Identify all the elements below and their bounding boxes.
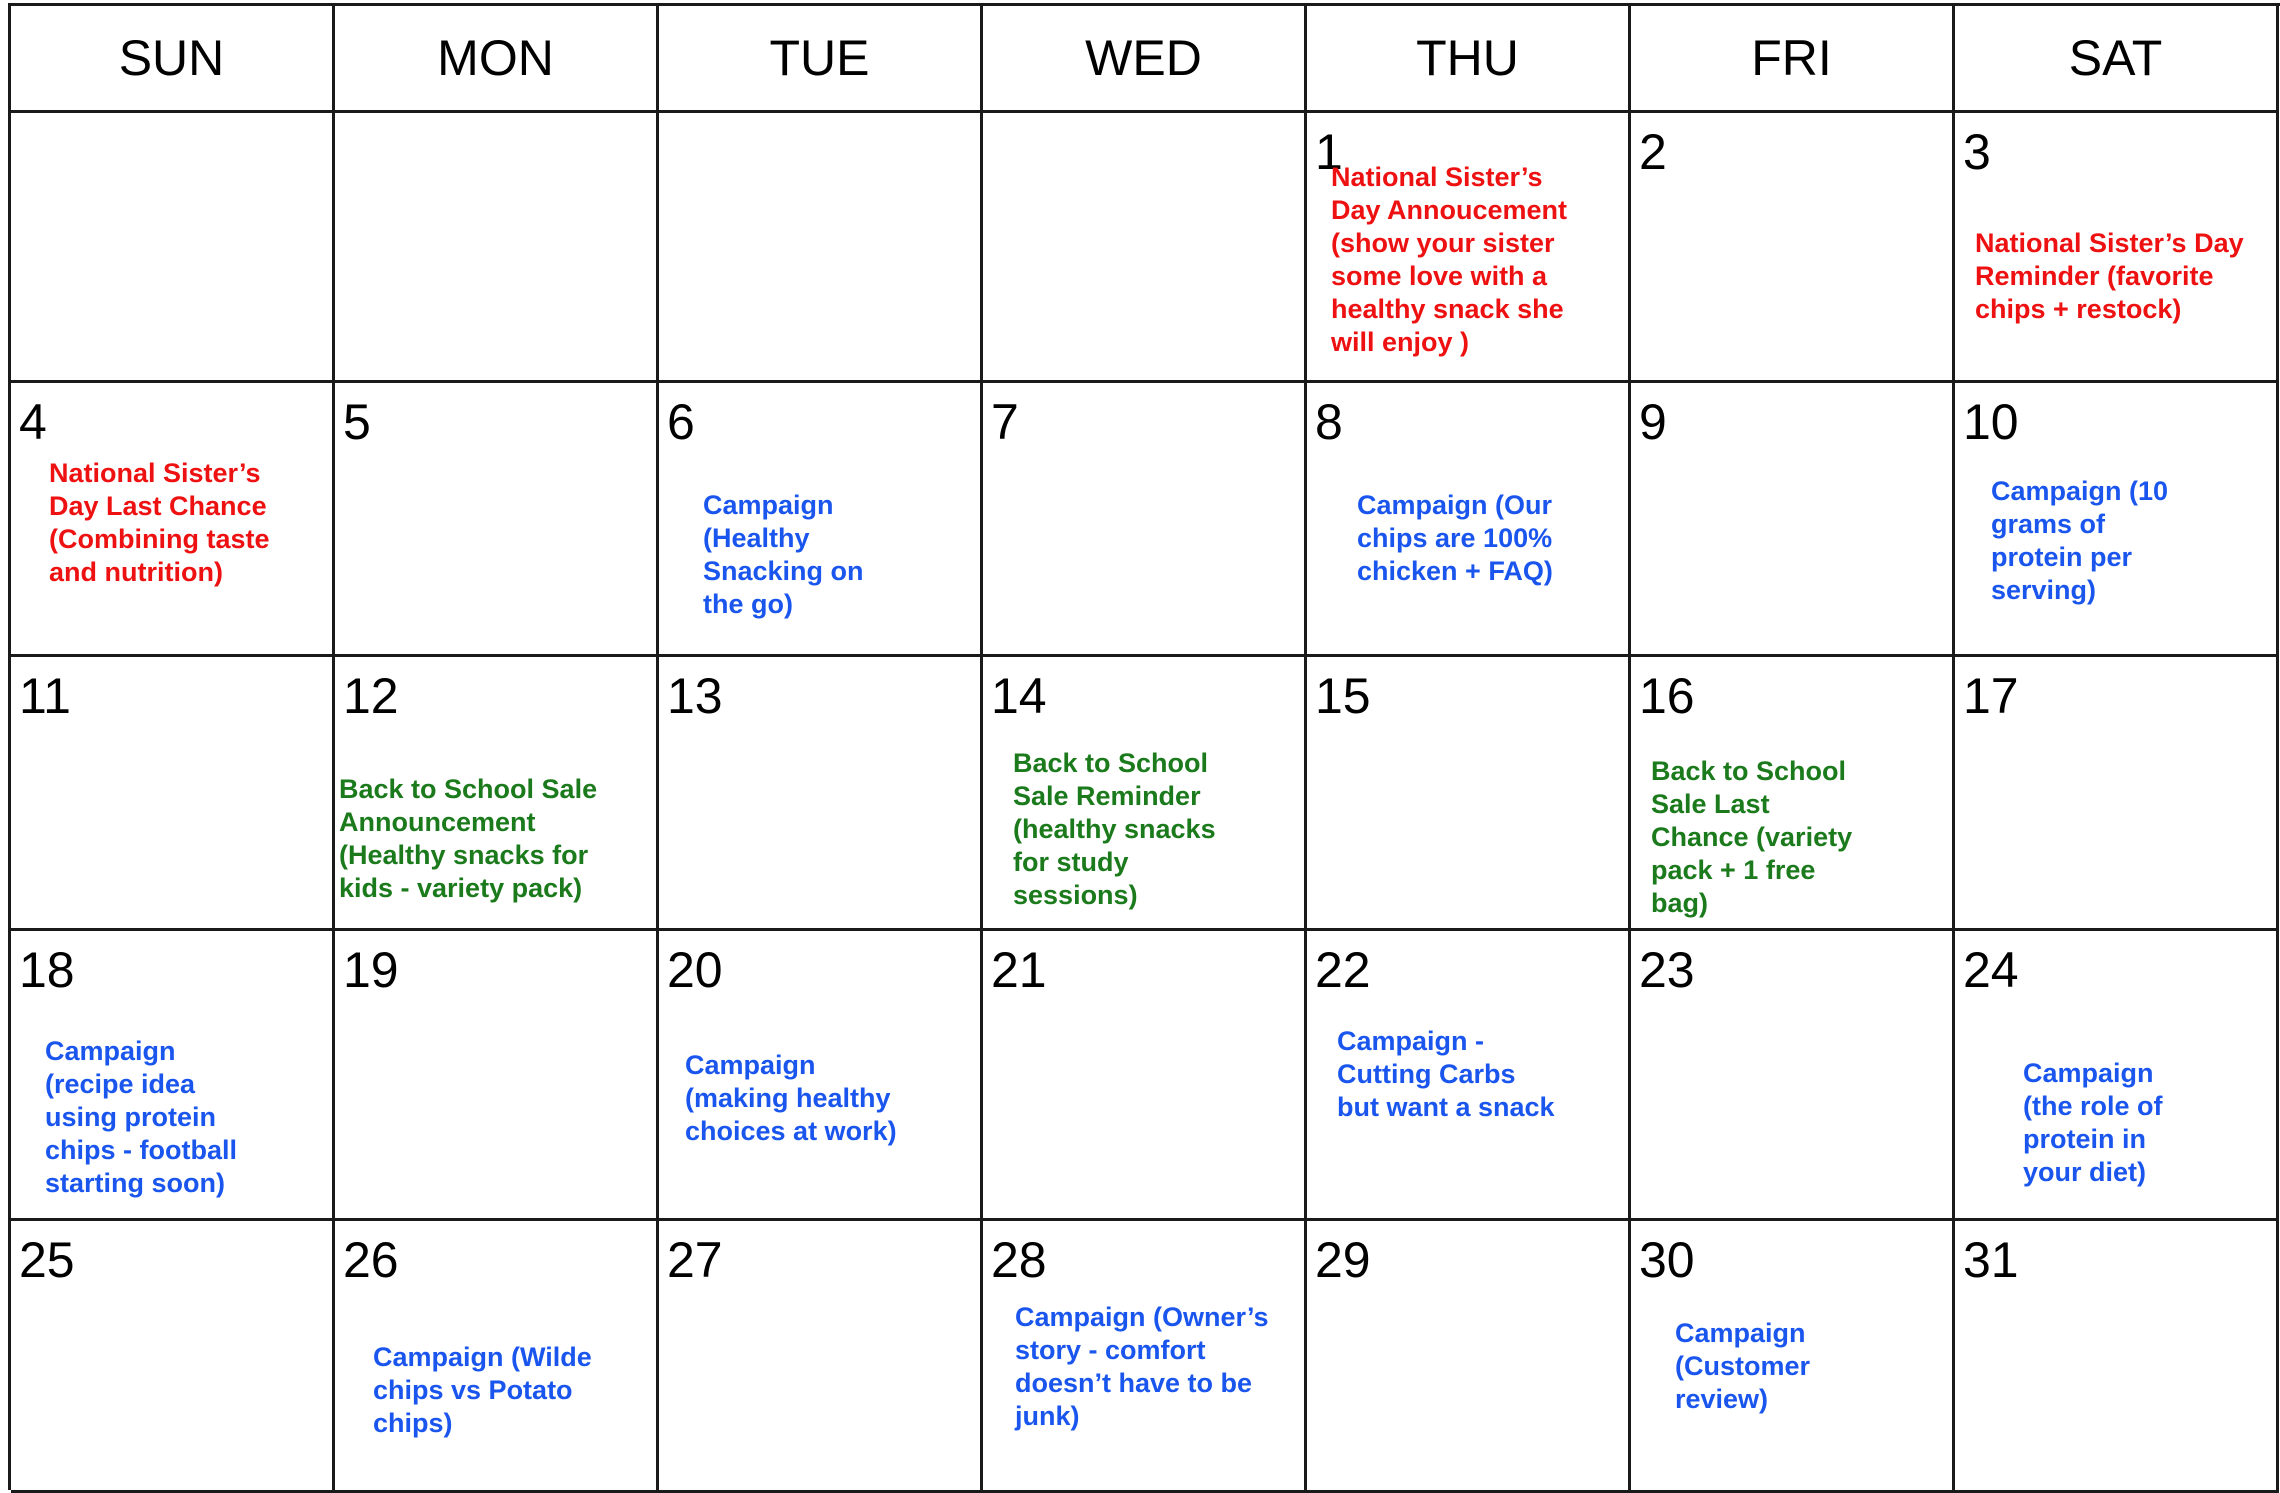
day-cell-20[interactable] [659, 931, 983, 1221]
day-cell-7[interactable] [983, 383, 1307, 657]
day-number: 13 [667, 668, 723, 724]
day-number: 5 [343, 394, 371, 450]
day-cell-17[interactable] [1955, 657, 2279, 931]
day-number: 9 [1639, 394, 1667, 450]
day-number: 30 [1639, 1232, 1695, 1288]
day-number: 24 [1963, 942, 2019, 998]
day-cell-16[interactable] [1631, 657, 1955, 931]
event-note: Campaign (recipe idea using protein chips - football starting soon) [45, 1036, 237, 1198]
weekday-header-tue [659, 6, 983, 113]
day-cell-25[interactable] [11, 1221, 335, 1493]
calendar-grid [8, 3, 2280, 1490]
day-number: 25 [19, 1232, 75, 1288]
event-note: Campaign (Customer review) [1675, 1318, 1811, 1414]
event-note: Back to School Sale Announcement (Healthy snacks for kids - variety pack) [339, 774, 598, 903]
event-note: Campaign (Our chips are 100% chicken + FAQ) [1357, 490, 1553, 586]
weekday-header-sun [11, 6, 335, 113]
day-number: 22 [1315, 942, 1371, 998]
weekday-label: SUN [118, 30, 225, 86]
day-cell-3[interactable] [1955, 113, 2279, 383]
day-cell-28[interactable] [983, 1221, 1307, 1493]
day-number: 12 [343, 668, 399, 724]
day-number: 1 [1315, 124, 1343, 180]
day-cell-empty [983, 113, 1307, 383]
event-note: Campaign - Cutting Carbs but want a snack [1337, 1026, 1555, 1122]
day-number: 7 [991, 394, 1019, 450]
day-number: 18 [19, 942, 75, 998]
event-note: National Sister’s Day Last Chance (Combining taste and nutrition) [49, 458, 270, 587]
day-cell-empty [11, 113, 335, 383]
weekday-header-sat [1955, 6, 2279, 113]
day-number: 26 [343, 1232, 399, 1288]
day-cell-18[interactable] [11, 931, 335, 1221]
day-number: 31 [1963, 1232, 2019, 1288]
day-number: 19 [343, 942, 399, 998]
day-number: 16 [1639, 668, 1695, 724]
day-number: 11 [19, 668, 71, 724]
day-number: 4 [19, 394, 47, 450]
day-cell-6[interactable] [659, 383, 983, 657]
weekday-label: TUE [769, 30, 870, 86]
event-note: Campaign (Healthy Snacking on the go) [703, 490, 864, 619]
day-cell-1[interactable] [1307, 113, 1631, 383]
day-cell-26[interactable] [335, 1221, 659, 1493]
weekday-label: WED [1085, 30, 1202, 86]
day-cell-14[interactable] [983, 657, 1307, 931]
day-cell-11[interactable] [11, 657, 335, 931]
day-cell-29[interactable] [1307, 1221, 1631, 1493]
day-cell-empty [659, 113, 983, 383]
day-cell-15[interactable] [1307, 657, 1631, 931]
day-number: 23 [1639, 942, 1695, 998]
event-note: Back to School Sale Last Chance (variety pack + 1 free bag) [1651, 756, 1853, 918]
event-note: Campaign (Wilde chips vs Potato chips) [373, 1342, 592, 1438]
day-cell-5[interactable] [335, 383, 659, 657]
day-cell-10[interactable] [1955, 383, 2279, 657]
day-number: 3 [1963, 124, 1991, 180]
event-note: Campaign (Owner’s story - comfort doesn’t have to be junk) [1015, 1302, 1269, 1431]
weekday-header-fri [1631, 6, 1955, 113]
day-cell-13[interactable] [659, 657, 983, 931]
day-cell-24[interactable] [1955, 931, 2279, 1221]
weekday-label: SAT [2068, 30, 2163, 86]
day-number: 8 [1315, 394, 1343, 450]
day-number: 29 [1315, 1232, 1371, 1288]
day-number: 28 [991, 1232, 1047, 1288]
day-number: 2 [1639, 124, 1667, 180]
day-number: 21 [991, 942, 1047, 998]
day-number: 6 [667, 394, 695, 450]
day-number: 27 [667, 1232, 723, 1288]
day-cell-27[interactable] [659, 1221, 983, 1493]
day-number: 17 [1963, 668, 2019, 724]
event-note: Campaign (10 grams of protein per serving) [1991, 476, 2169, 605]
day-number: 14 [991, 668, 1047, 724]
weekday-header-wed [983, 6, 1307, 113]
event-note: National Sister’s Day Annoucement (show your sister some love with a healthy snack she will enjoy ) [1331, 162, 1568, 357]
day-cell-9[interactable] [1631, 383, 1955, 657]
event-note: National Sister’s Day Reminder (favorite chips + restock) [1975, 228, 2244, 324]
day-number: 20 [667, 942, 723, 998]
day-cell-2[interactable] [1631, 113, 1955, 383]
weekday-label: THU [1416, 30, 1519, 86]
weekday-header-mon [335, 6, 659, 113]
day-cell-21[interactable] [983, 931, 1307, 1221]
day-cell-empty [335, 113, 659, 383]
weekday-label: FRI [1751, 30, 1832, 86]
day-cell-30[interactable] [1631, 1221, 1955, 1493]
event-note: Back to School Sale Reminder (healthy snacks for study sessions) [1013, 748, 1216, 910]
day-cell-22[interactable] [1307, 931, 1631, 1221]
day-number: 10 [1963, 394, 2019, 450]
event-note: Campaign (the role of protein in your diet) [2023, 1058, 2163, 1187]
event-note: Campaign (making healthy choices at work) [685, 1050, 897, 1146]
day-cell-8[interactable] [1307, 383, 1631, 657]
day-cell-4[interactable] [11, 383, 335, 657]
day-cell-12[interactable] [335, 657, 659, 931]
day-cell-31[interactable] [1955, 1221, 2279, 1493]
day-number: 15 [1315, 668, 1371, 724]
day-cell-23[interactable] [1631, 931, 1955, 1221]
day-cell-19[interactable] [335, 931, 659, 1221]
weekday-header-thu [1307, 6, 1631, 113]
weekday-label: MON [437, 30, 554, 86]
